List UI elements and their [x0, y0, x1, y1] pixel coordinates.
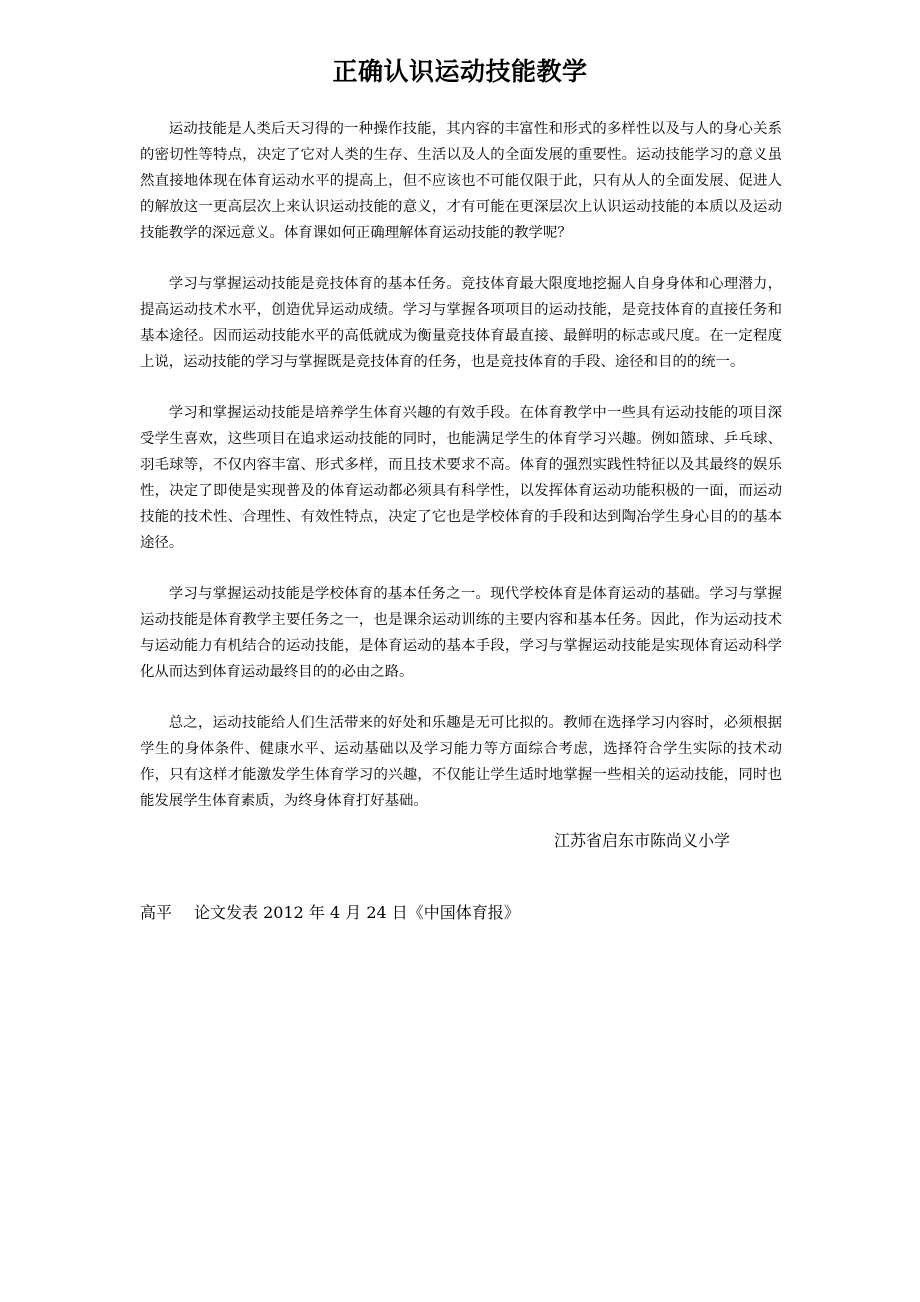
paragraph-5: 总之，运动技能给人们生活带来的好处和乐趣是无可比拟的。教师在选择学习内容时，必须根据学生的身体条件、健康水平、运动基础以及学习能力等方面综合考虑，选择符合学生实际的技术动作，只有这样才能激发学生体育学习的兴趣，不仅能让学生适时地掌握一些相关的运动技能，同时也能发展学生体育素质，为终身体育打好基础。 — [140, 715, 782, 809]
paragraph-3: 学习和掌握运动技能是培养学生体育兴趣的有效手段。在体育教学中一些具有运动技能的项目深受学生喜欢，这些项目在追求运动技能的同时，也能满足学生的体育学习兴趣。例如篮球、乒乓球、羽毛球等，不仅内容丰富、形式多样，而且技术要求不高。体育的强烈实践性特征以及其最终的娱乐性，决定了即使是实现普及的体育运动都必须具有科学性，以发挥体育运动功能积极的一面，而运动技能的技术性、合理性、有效性特点，决定了它也是学校体育的手段和达到陶冶学生身心目的的基本途径。 — [140, 405, 782, 551]
paragraph-2: 学习与掌握运动技能是竞技体育的基本任务。竞技体育最大限度地挖掘人自身身体和心理潜力，提高运动技术水平，创造优异运动成绩。学习与掌握各项项目的运动技能，是竞技体育的直接任务和基本途径。因而运动技能水平的高低就成为衡量竞技体育最直接、最鲜明的标志或尺度。在一定程度上说，运动技能的学习与掌握既是竞技体育的任务，也是竞技体育的手段、途径和目的的统一。 — [140, 276, 782, 370]
paragraph-1: 运动技能是人类后天习得的一种操作技能，其内容的丰富性和形式的多样性以及与人的身心关系的密切性等特点，决定了它对人类的生存、生活以及人的全面发展的重要性。运动技能学习的意义虽然直接地体现在体育运动水平的提高上，但不应该也不可能仅限于此，只有从人的全面发展、促进人的解放这一更高层次上来认识运动技能的意义，才有可能在更深层次上认识运动技能的本质以及运动技能教学的深远意义。体育课如何正确理解体育运动技能的教学呢？ — [140, 121, 782, 241]
paragraph-4: 学习与掌握运动技能是学校体育的基本任务之一。现代学校体育是体育运动的基础。学习与掌握运动技能是体育教学主要任务之一，也是课余运动训练的主要内容和基本任务。因此，作为运动技术与运动能力有机结合的运动技能，是体育运动的基本手段，学习与掌握运动技能是实现体育运动科学化从而达到体育运动最终目的的必由之路。 — [140, 586, 782, 680]
document-body — [140, 116, 782, 839]
document-title: 正确认识运动技能教学 — [332, 57, 588, 86]
school-signature: 江苏省启东市陈尚义小学 — [554, 831, 731, 850]
publication-footer — [140, 898, 520, 928]
publication-info: 论文发表 2012 年 4 月 24 日《中国体育报》 — [194, 903, 520, 922]
author-name: 高平 — [140, 903, 173, 922]
